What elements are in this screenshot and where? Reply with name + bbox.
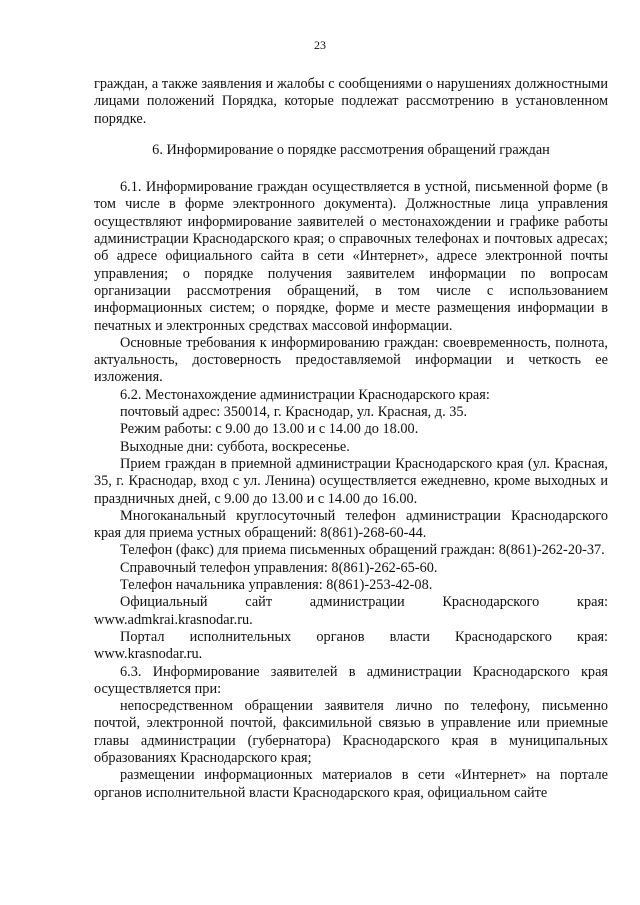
paragraph-6-1: 6.1. Информирование граждан осуществляется в устной, письменной форме (в том числе в форме электронного документа). Должностные лица управления осуществляют информирование заявителей о местонахождении и графике работы администрации Краснодарского края; о справочных телефонах и почтовых адресах; об адресе официального сайта в сети «Интернет», адресе электронной почты управления; о порядке получения заявителем информации по вопросам организации рассмотрения обращений, в том числе с использованием информационных систем; о порядке, форме и месте размещения информации в печатных и электронных средствах массовой информации. <box>94 179 608 334</box>
paragraph-hotline: Многоканальный круглосуточный телефон администрации Краснодарского края для приема устных обращений: 8(861)-268-60-44. <box>94 507 608 542</box>
paragraph-official-site: Официальный сайт администрации Краснодарского края: www.admkrai.krasnodar.ru. <box>94 594 608 628</box>
paragraph-direct-appeal: непосредственном обращении заявителя лично по телефону, письменно почтой, электронной почтой, факсимильной связью в управление или приемные главы администрации (губернатора) Краснодарского края в муниципальных образованиях Краснодарского края; <box>94 698 608 766</box>
section-heading: 6. Информирование о порядке рассмотрения обращений граждан <box>152 141 550 158</box>
continuation-paragraph: граждан, а также заявления и жалобы с сообщениями о нарушениях должностными лицами положений Порядка, которые подлежат рассмотрению в установленном порядке. <box>94 76 608 127</box>
paragraph-6-3: 6.3. Информирование заявителей в администрации Краснодарского края осуществляется при: <box>94 663 608 697</box>
paragraph-6-2: 6.2. Местонахождение администрации Краснодарского края: <box>120 386 490 403</box>
paragraph-portal: Портал исполнительных органов власти Краснодарского края: www.krasnodar.ru. <box>94 628 608 663</box>
paragraph-internet-materials: размещении информационных материалов в сети «Интернет» на портале органов исполнительной власти Краснодарского края, официальном сайте <box>94 767 608 801</box>
page-number: 23 <box>314 38 326 52</box>
paragraph-head-phone: Телефон начальника управления: 8(861)-253-42-08. <box>120 577 433 594</box>
paragraph-days-off: Выходные дни: суббота, воскресенье. <box>120 438 350 455</box>
paragraph-work-hours: Режим работы: с 9.00 до 13.00 и с 14.00 до 18.00. <box>120 421 419 438</box>
paragraph-reference-phone: Справочный телефон управления: 8(861)-262-65-60. <box>120 559 438 576</box>
document-body <box>94 76 608 802</box>
paragraph-postal-address: почтовый адрес: 350014, г. Краснодар, ул. Красная, д. 35. <box>120 404 468 421</box>
paragraph-fax: Телефон (факс) для приема письменных обращений граждан: 8(861)-262-20-37. <box>120 542 605 559</box>
paragraph-requirements: Основные требования к информированию граждан: своевременность, полнота, актуальность, достоверность предоставляемой информации и четкость ее изложения. <box>94 334 608 386</box>
paragraph-reception: Прием граждан в приемной администрации Краснодарского края (ул. Красная, 35, г. Краснодар, вход с ул. Ленина) осуществляется ежедневно, кроме выходных и праздничных дней, с 9.00 до 13.00 и с 14.00 до 16.00. <box>94 455 608 507</box>
